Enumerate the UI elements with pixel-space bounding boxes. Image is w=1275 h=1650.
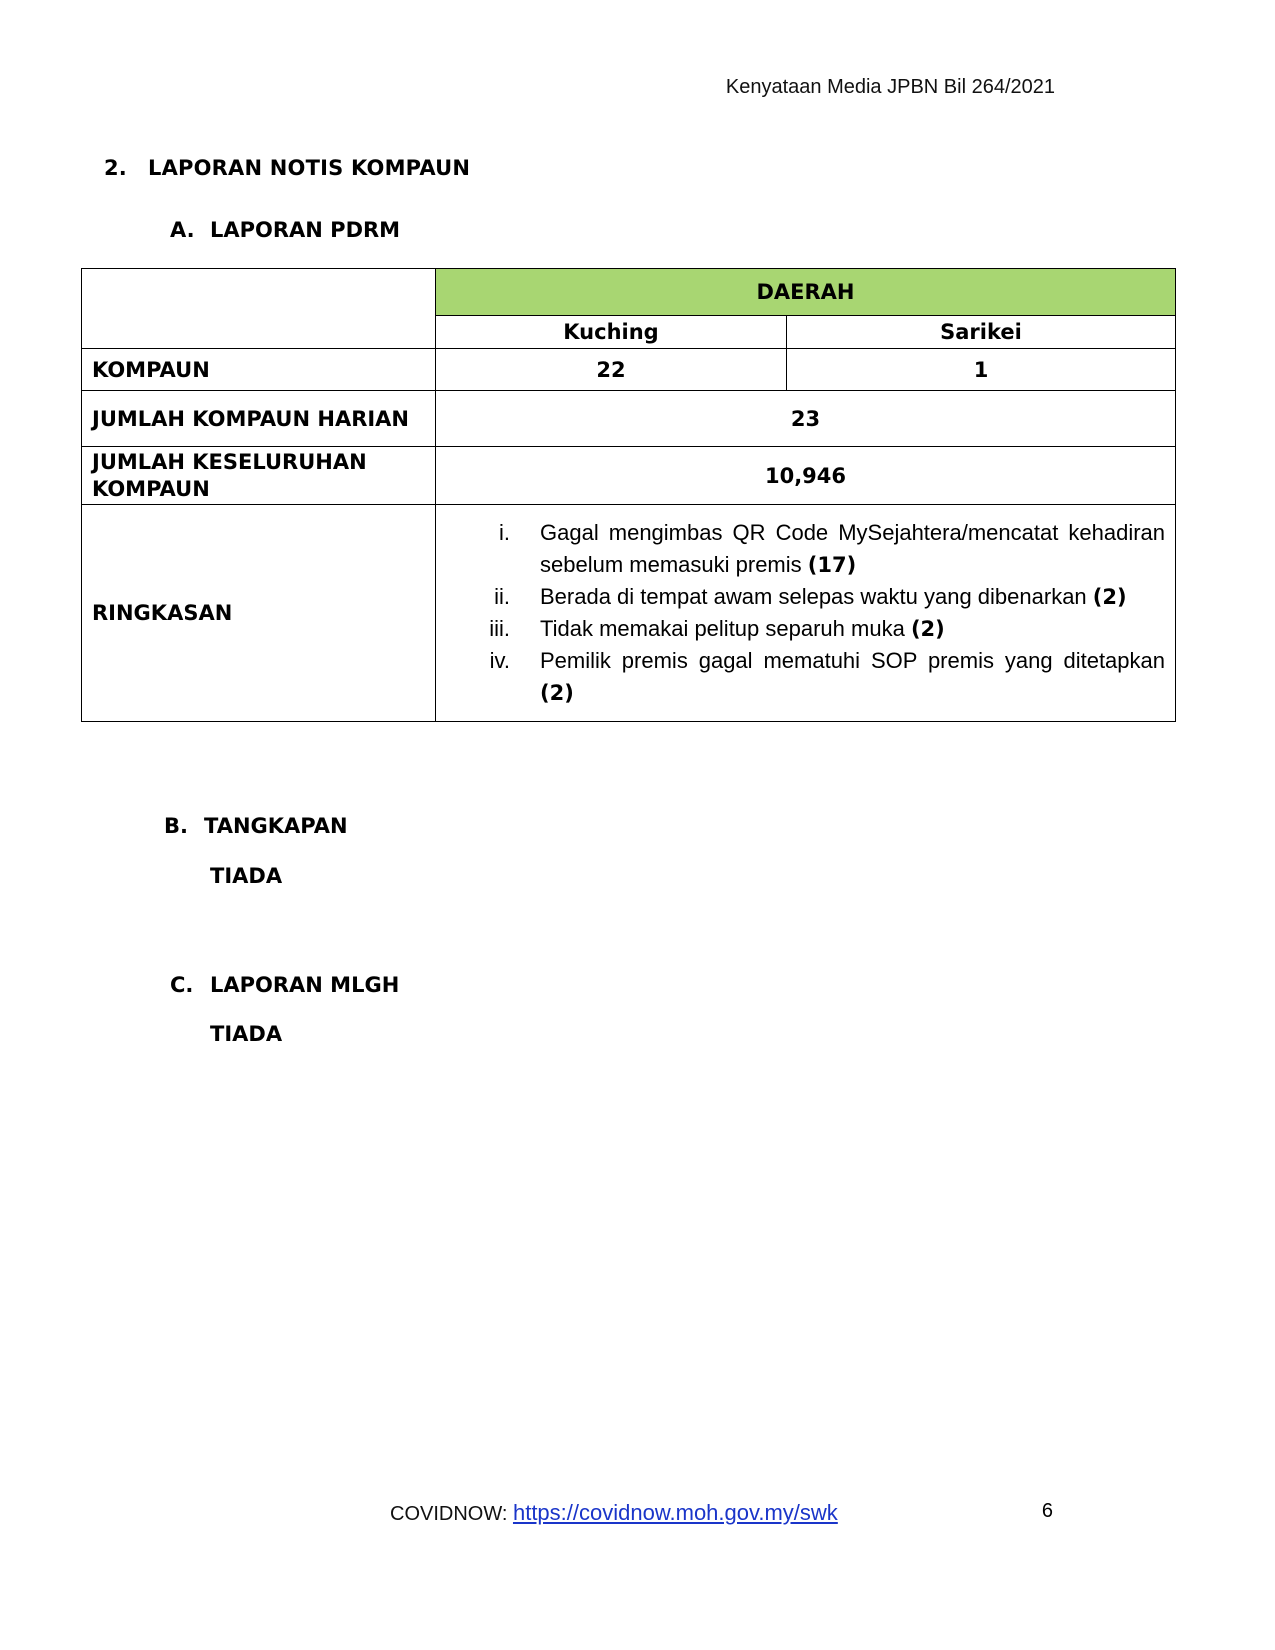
subsection-b-letter: B. [164, 814, 188, 838]
document-reference: Kenyataan Media JPBN Bil 264/2021 [725, 76, 1055, 98]
list-text: Pemilik premis gagal mematuhi SOP premis yang ditetapkan (2) [540, 648, 1165, 705]
list-item [446, 645, 1165, 709]
kompaun-sarikei-value: 1 [787, 349, 1176, 391]
harian-value: 23 [436, 391, 1176, 447]
list-text: Berada di tempat awam selepas waktu yang dibenarkan (2) [540, 584, 1127, 609]
table-row [82, 505, 1176, 722]
ringkasan-label: RINGKASAN [82, 505, 436, 722]
harian-label: JUMLAH KOMPAUN HARIAN [82, 391, 436, 447]
section-number: 2. [104, 156, 127, 180]
subsection-c-status: TIADA [210, 1022, 283, 1046]
subsection-a-letter: A. [170, 218, 195, 242]
district-kuching: Kuching [436, 316, 787, 349]
subsection-c-title: LAPORAN MLGH [210, 973, 400, 997]
subsection-b-status: TIADA [210, 864, 283, 888]
list-numeral: ii. [494, 584, 510, 609]
list-numeral: iv. [489, 648, 510, 673]
table-row [82, 447, 1176, 505]
section-title: LAPORAN NOTIS KOMPAUN [148, 156, 471, 180]
kompaun-label: KOMPAUN [82, 349, 436, 391]
list-numeral: i. [499, 520, 510, 545]
table-row [82, 391, 1176, 447]
subsection-b-heading [164, 814, 348, 838]
keseluruhan-label: JUMLAH KESELURUHAN KOMPAUN [82, 447, 436, 505]
list-text: Gagal mengimbas QR Code MySejahtera/mencatat kehadiran sebelum memasuki premis (17) [540, 520, 1165, 577]
keseluruhan-value: 10,946 [436, 447, 1176, 505]
subsection-b-title: TANGKAPAN [204, 814, 348, 838]
subsection-c-letter: C. [170, 973, 194, 997]
footer [390, 1500, 838, 1526]
list-item [446, 581, 1165, 613]
district-sarikei: Sarikei [787, 316, 1176, 349]
ringkasan-cell [436, 505, 1176, 722]
subsection-a-heading [170, 218, 400, 242]
list-count: (2) [540, 681, 574, 705]
daerah-header: DAERAH [436, 269, 1176, 316]
list-text: Tidak memakai pelitup separuh muka (2) [540, 616, 945, 641]
table-row [82, 349, 1176, 391]
list-count: (2) [1092, 585, 1127, 609]
subsection-a-title: LAPORAN PDRM [210, 218, 401, 242]
covidnow-link[interactable]: https://covidnow.moh.gov.my/swk [512, 1500, 838, 1525]
list-count: (2) [910, 617, 945, 641]
footer-label: COVIDNOW: [390, 1503, 513, 1525]
kompaun-kuching-value: 22 [436, 349, 787, 391]
empty-corner-cell [82, 269, 436, 349]
list-item [446, 517, 1165, 581]
list-count: (17) [807, 553, 857, 577]
list-numeral: iii. [489, 616, 510, 641]
section-heading [104, 156, 470, 180]
list-item [446, 613, 1165, 645]
ringkasan-list [446, 505, 1165, 721]
subsection-c-heading [170, 973, 399, 997]
table-header-row [82, 269, 1176, 316]
page-number: 6 [1041, 1500, 1053, 1522]
pdrm-compound-table [81, 268, 1176, 722]
